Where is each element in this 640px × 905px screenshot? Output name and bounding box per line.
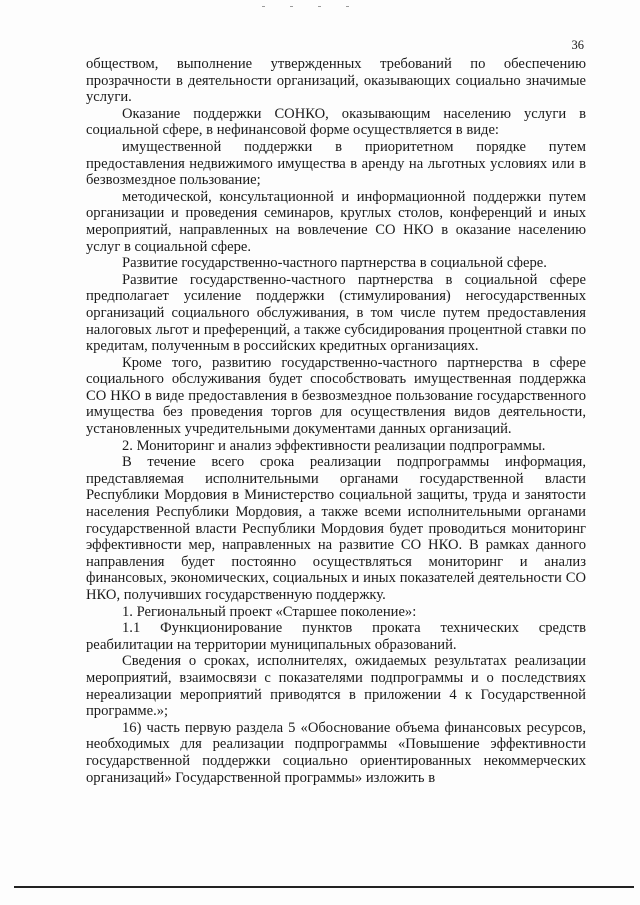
paragraph: 1.1 Функционирование пунктов проката технических средств реабилитации на территории муниципальных образований. (86, 620, 586, 653)
paragraph: 16) часть первую раздела 5 «Обоснование объема финансовых ресурсов, необходимых для реализации подпрограммы «Повышение эффективности государственной поддержки социально ориентированных некоммерческих организаций» Государственной программы» изложить в (86, 719, 586, 786)
paragraph: обществом, выполнение утвержденных требований по обеспечению прозрачности в деятельности организаций, оказывающих социально значимые услуги. (86, 56, 586, 106)
paragraph: Оказание поддержки СОНКО, оказывающим населению услуги в социальной сфере, в нефинансовой форме осуществляется в виде: (86, 105, 586, 139)
paragraph: 1. Региональный проект «Старшее поколение»: (122, 603, 417, 620)
paragraph: В течение всего срока реализации подпрограммы информация, представляемая исполнительными органами государственной власти Республики Мордовия в Министерство социальной защиты, труда и занятости населения Республики Мордовия, а также всеми исполнительными органами государственной власти Республики Мордовия будет проводиться мониторинг эффективности мер, направленных на развитие СО НКО. В рамках данного направления будет постоянно осуществляться мониторинг и анализ финансовых, экономических, социальных и иных показателей деятельности СО НКО, получивших государственную поддержку. (86, 454, 586, 603)
paragraph: Кроме того, развитию государственно-частного партнерства в сфере социального обслуживания будет способствовать имущественная поддержка СО НКО в виде предоставления в безвозмездное пользование государственного имущества без проведения торгов для осуществления видов деятельности, установленных учредительными документами данных организаций. (86, 354, 586, 438)
scan-artifact (318, 6, 321, 7)
document-body (86, 56, 586, 786)
scan-artifact (290, 6, 293, 7)
paragraph: 2. Мониторинг и анализ эффективности реализации подпрограммы. (122, 437, 546, 454)
paragraph: имущественной поддержки в приоритетном порядке путем предоставления недвижимого имущества в аренду на льготных условиях или в безвозмездное пользование; (86, 138, 586, 189)
page-number: 36 (571, 38, 584, 52)
paragraph: Развитие государственно-частного партнерства в социальной сфере. (122, 255, 547, 272)
scan-artifact (262, 6, 265, 7)
paragraph: Сведения о сроках, исполнителях, ожидаемых результатах реализации мероприятий, взаимосвязи с показателями подпрограммы и о последствиях нереализации мероприятий приводятся в приложении 4 к Государственной программе.»; (86, 653, 586, 720)
paragraph: Развитие государственно-частного партнерства в социальной сфере предполагает усиление поддержки (стимулирования) негосударственных организаций социального обслуживания, в том числе путем предоставления налоговых льгот и преференций, а также субсидирования процентной ставки по кредитам, полученным в российских кредитных организациях. (86, 271, 586, 355)
bottom-border-line (14, 886, 634, 888)
scan-artifact (346, 6, 349, 7)
paragraph: методической, консультационной и информационной поддержки путем организации и проведения семинаров, круглых столов, конференций и иных мероприятий, направленных на вовлечение СО НКО в оказание населению услуг в социальной сфере. (86, 188, 586, 255)
